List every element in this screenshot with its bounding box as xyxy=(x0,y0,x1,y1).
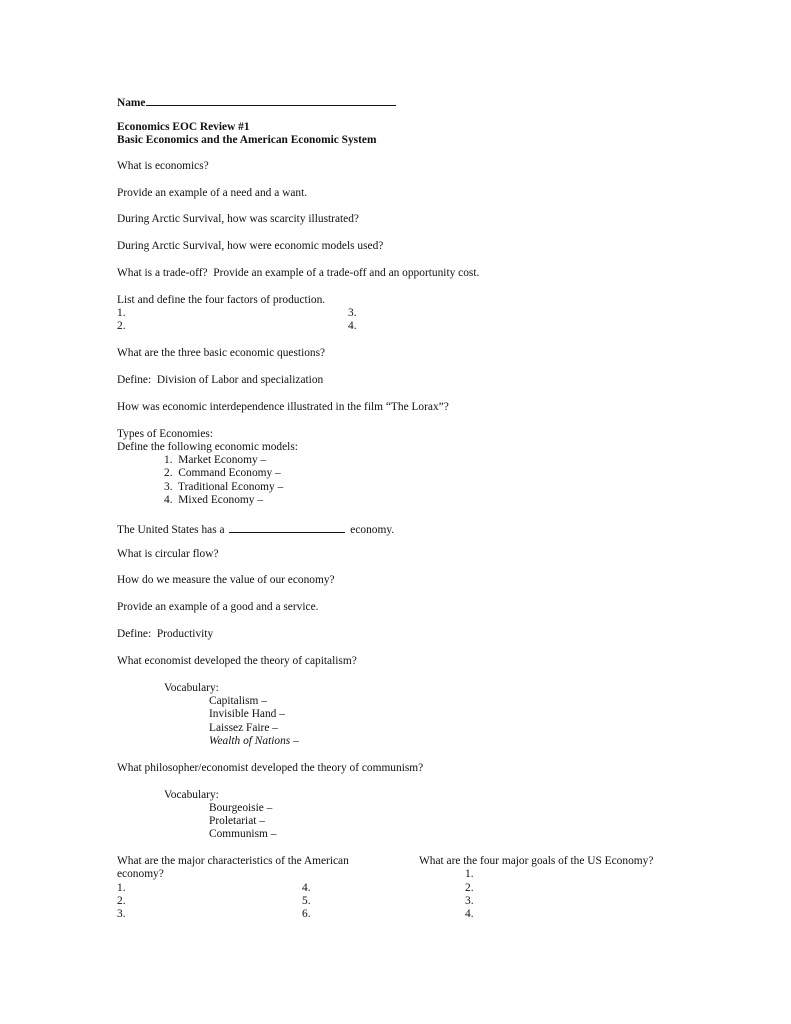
economy-blank xyxy=(229,521,345,533)
factor-item-1: 1. xyxy=(117,307,126,319)
characteristic-item-6: 6. xyxy=(302,908,311,920)
worksheet-title: Economics EOC Review #1 xyxy=(117,121,250,133)
vocab-proletariat: Proletariat – xyxy=(209,815,265,827)
question-18-line-1: What are the major characteristics of the American xyxy=(117,855,349,867)
economy-type-1: 1. Market Economy – xyxy=(164,454,267,466)
worksheet-subtitle: Basic Economics and the American Economic System xyxy=(117,134,377,146)
goal-item-1: 1. xyxy=(465,868,474,880)
question-7: What are the three basic economic questions? xyxy=(117,347,326,359)
characteristic-item-3: 3. xyxy=(117,908,126,920)
vocabulary-2-label: Vocabulary: xyxy=(164,789,219,801)
characteristic-item-1: 1. xyxy=(117,882,126,894)
characteristic-item-4: 4. xyxy=(302,882,311,894)
characteristic-item-2: 2. xyxy=(117,895,126,907)
characteristic-item-5: 5. xyxy=(302,895,311,907)
question-9: How was economic interdependence illustrated in the film “The Lorax”? xyxy=(117,401,449,413)
goal-item-2: 2. xyxy=(465,882,474,894)
vocab-capitalism: Capitalism – xyxy=(209,695,267,707)
question-4: During Arctic Survival, how were economic models used? xyxy=(117,240,384,252)
vocab-communism: Communism – xyxy=(209,828,277,840)
question-14: Provide an example of a good and a service. xyxy=(117,601,319,613)
question-15: Define: Productivity xyxy=(117,628,214,640)
question-8: Define: Division of Labor and specialization xyxy=(117,374,324,386)
question-2: Provide an example of a need and a want. xyxy=(117,187,308,199)
vocab-bourgeoisie: Bourgeoisie – xyxy=(209,802,273,814)
factor-item-2: 2. xyxy=(117,320,126,332)
name-line xyxy=(117,94,396,110)
vocab-invisible-hand: Invisible Hand – xyxy=(209,708,285,720)
factor-item-3: 3. xyxy=(348,307,357,319)
economy-types-heading: Types of Economies: xyxy=(117,428,214,440)
question-17: What philosopher/economist developed the theory of communism? xyxy=(117,762,424,774)
economy-type-4: 4. Mixed Economy – xyxy=(164,494,264,506)
question-5: What is a trade-off? Provide an example of a trade-off and an opportunity cost. xyxy=(117,267,480,279)
question-12: What is circular flow? xyxy=(117,548,219,560)
question-11-prefix: The United States has a xyxy=(117,524,225,536)
name-blank xyxy=(146,94,396,106)
question-6: List and define the four factors of production. xyxy=(117,294,326,306)
question-19: What are the four major goals of the US Economy? xyxy=(419,855,654,867)
name-label: Name xyxy=(117,97,146,109)
goal-item-4: 4. xyxy=(465,908,474,920)
question-11 xyxy=(117,521,394,537)
question-13: How do we measure the value of our economy? xyxy=(117,574,335,586)
economy-types-intro: Define the following economic models: xyxy=(117,441,298,453)
vocab-wealth-of-nations: Wealth of Nations – xyxy=(209,735,299,747)
question-16: What economist developed the theory of capitalism? xyxy=(117,655,357,667)
goal-item-3: 3. xyxy=(465,895,474,907)
vocabulary-1-label: Vocabulary: xyxy=(164,682,219,694)
question-11-suffix: economy. xyxy=(350,524,395,536)
question-18-line-2: economy? xyxy=(117,868,164,880)
question-1: What is economics? xyxy=(117,160,209,172)
economy-type-3: 3. Traditional Economy – xyxy=(164,481,284,493)
economy-type-2: 2. Command Economy – xyxy=(164,467,281,479)
factor-item-4: 4. xyxy=(348,320,357,332)
vocab-laissez-faire: Laissez Faire – xyxy=(209,722,278,734)
question-3: During Arctic Survival, how was scarcity illustrated? xyxy=(117,213,359,225)
